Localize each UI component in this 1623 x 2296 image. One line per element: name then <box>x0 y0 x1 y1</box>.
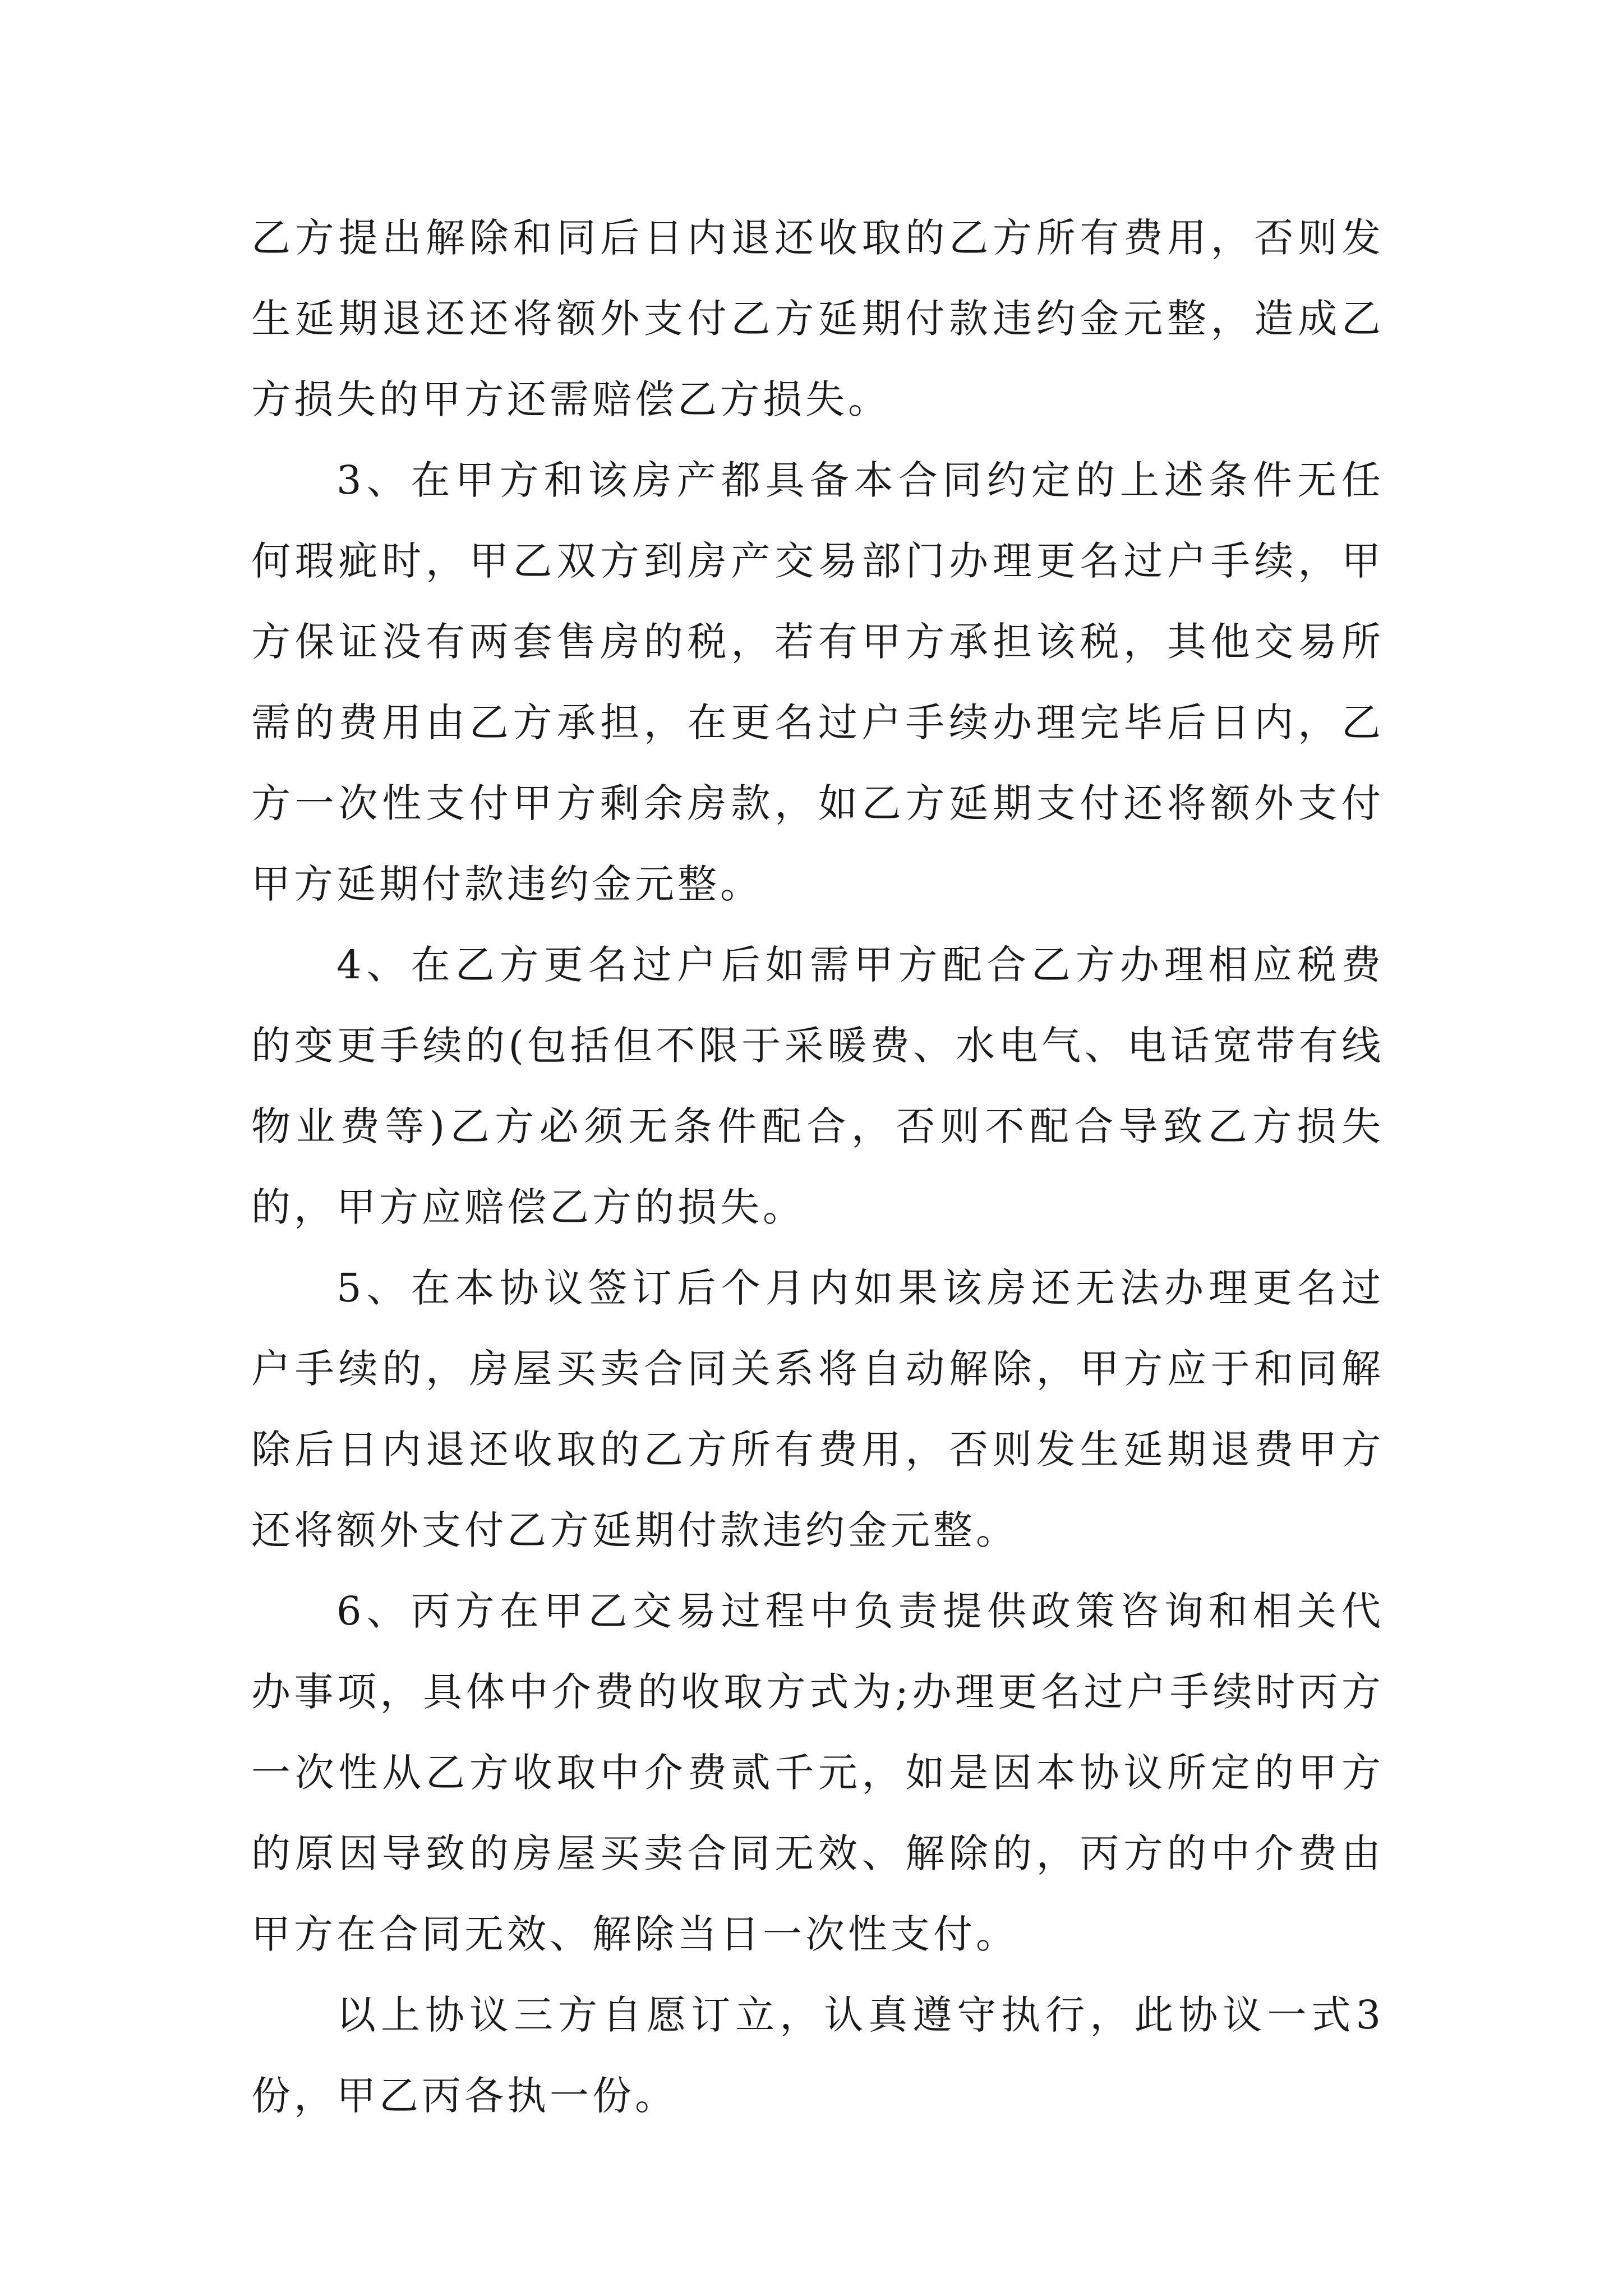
clause-5-paragraph: 5、在本协议签订后个月内如果该房还无法办理更名过户手续的，房屋买卖合同关系将自动解除，甲方应于和同解除后日内退还收取的乙方所有费用，否则发生延期退费甲方还将额外支付乙方延期付款违约金元整。 <box>251 1265 1384 1553</box>
paragraph-continuation: 乙方提出解除和同后日内退还收取的乙方所有费用，否则发生延期退还还将额外支付乙方延期付款违约金元整，造成乙方损失的甲方还需赔偿乙方损失。 <box>251 215 1384 422</box>
clause-6-paragraph: 6、丙方在甲乙交易过程中负责提供政策咨询和相关代办事项，具体中介费的收取方式为;办理更名过户手续时丙方一次性从乙方收取中介费贰千元，如是因本协议所定的甲方的原因导致的房屋买卖合同无效、解除的，丙方的中介费由甲方在合同无效、解除当日一次性支付。 <box>251 1588 1384 1957</box>
closing-paragraph: 以上协议三方自愿订立，认真遵守执行，此协议一式3份，甲乙丙各执一份。 <box>251 1992 1384 2119</box>
clause-4-paragraph: 4、在乙方更名过户后如需甲方配合乙方办理相应税费的变更手续的(包括但不限于采暖费、水电气、电话宽带有线物业费等)乙方必须无条件配合，否则不配合导致乙方损失的，甲方应赔偿乙方的损失。 <box>251 942 1384 1230</box>
document-body <box>251 197 1384 2136</box>
clause-3-paragraph: 3、在甲方和该房产都具备本合同约定的上述条件无任何瑕疵时，甲乙双方到房产交易部门办理更名过户手续，甲方保证没有两套售房的税，若有甲方承担该税，其他交易所需的费用由乙方承担，在更名过户手续办理完毕后日内，乙方一次性支付甲方剩余房款，如乙方延期支付还将额外支付甲方延期付款违约金元整。 <box>251 457 1384 907</box>
